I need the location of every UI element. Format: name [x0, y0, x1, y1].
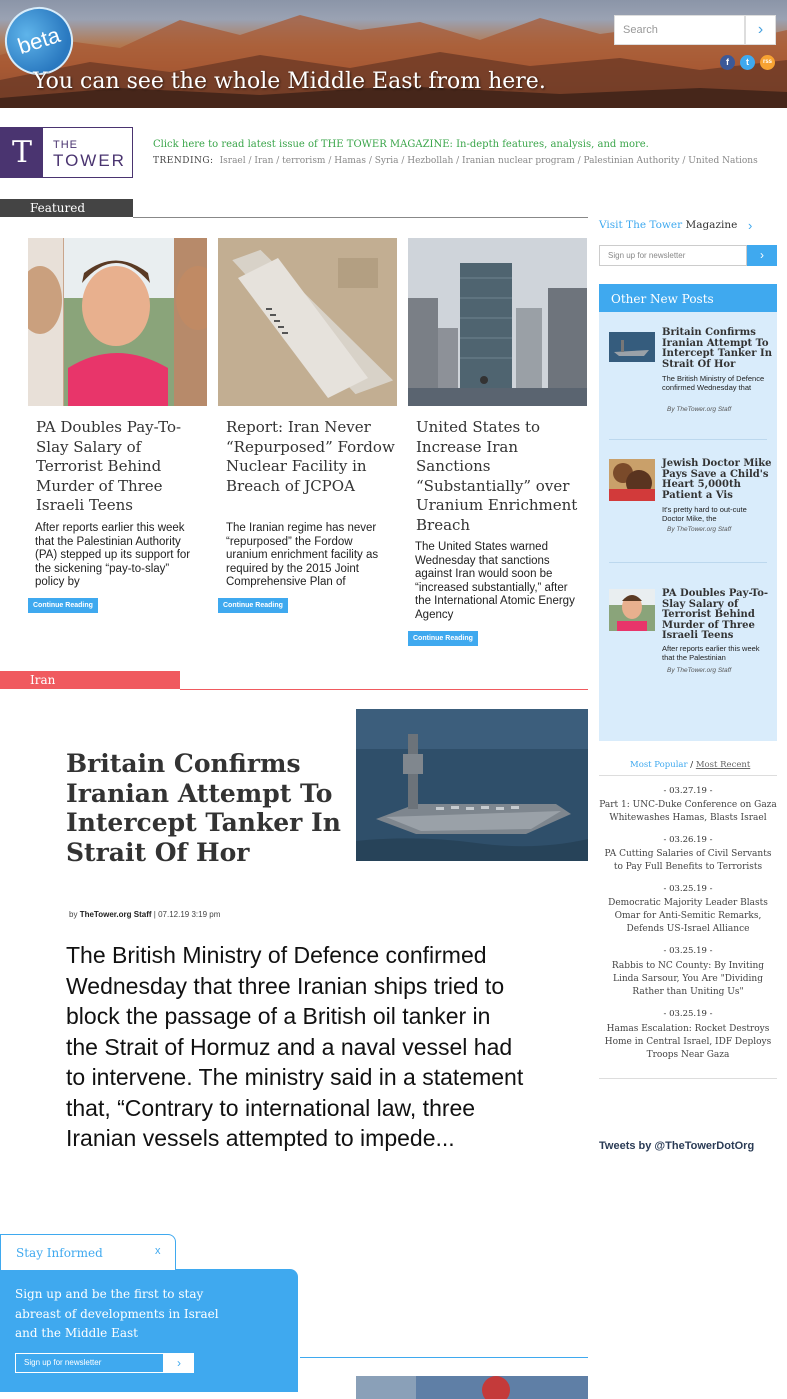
featured-excerpt-3: The United States warned Wednesday that sanctions against Iran would soon be “increased substantially,” after the International Atomic Energy Agency: [415, 541, 575, 621]
other-post-item[interactable]: [609, 458, 772, 549]
iran-divider: [180, 689, 588, 690]
byline-date: | 07.12.19 3:19 pm: [153, 910, 221, 919]
tab-most-popular[interactable]: Most Popular: [630, 760, 688, 770]
featured-divider: [133, 217, 588, 218]
other-post-excerpt: After reports earlier this week that the Palestinian: [662, 644, 760, 662]
sidebar-newsletter-input[interactable]: Sign up for newsletter: [599, 245, 747, 266]
popular-title[interactable]: PA Cutting Salaries of Civil Servants to Pay Full Benefits to Terrorists: [604, 849, 772, 872]
other-post-item[interactable]: [609, 327, 772, 418]
next-article-image[interactable]: [356, 1376, 588, 1399]
article-byline: [69, 910, 220, 919]
popular-tabs: [630, 760, 750, 770]
featured-title-1[interactable]: PA Doubles Pay-To-Slay Salary of Terrorist Behind Murder of Three Israeli Teens: [36, 418, 182, 514]
byline-author[interactable]: TheTower.org Staff: [79, 910, 152, 919]
featured-excerpt-1: After reports earlier this week that the Palestinian Authority (PA) stepped up its support for the sickening “pay-to-slay” policy by: [35, 522, 191, 588]
other-post-title[interactable]: Jewish Doctor Mike Pays Save a Child's Heart 5,000th Patient a Vis: [662, 458, 772, 501]
stay-informed-text: Sign up and be the first to stay abreast of developments in Israel and the Middle East: [15, 1287, 219, 1340]
other-post-excerpt: The British Ministry of Defence confirmed Wednesday that: [662, 374, 765, 392]
tower-logo-icon: T: [1, 127, 43, 178]
popular-top-divider: [599, 775, 777, 776]
trending-label: TRENDING:: [153, 156, 214, 166]
popular-date: - 03.25.19 -: [663, 884, 713, 894]
popular-date: - 03.26.19 -: [663, 835, 713, 845]
other-post-thumb[interactable]: [609, 589, 655, 631]
logo-the: THE: [53, 138, 78, 151]
other-post-excerpt: It's pretty hard to out-cute Doctor Mike, the: [662, 505, 747, 523]
iran-article-title[interactable]: Britain Confirms Iranian Attempt To Intercept Tanker In Strait Of Hor: [66, 749, 341, 867]
popular-date: - 03.27.19 -: [663, 786, 713, 796]
tab-separator: /: [690, 760, 694, 770]
featured-section-tab: Featured: [0, 199, 133, 217]
iran-section-tab: Iran: [0, 671, 180, 689]
popular-bottom-divider: [599, 1078, 777, 1079]
visit-magazine-link[interactable]: [599, 219, 737, 231]
search-button[interactable]: ›: [745, 15, 776, 45]
other-post-thumb[interactable]: [609, 459, 655, 501]
popup-newsletter-input[interactable]: Sign up for newsletter: [15, 1353, 164, 1373]
popular-title[interactable]: Hamas Escalation: Rocket Destroys Home in Central Israel, IDF Deploys Troops Near Gaza: [604, 1024, 772, 1060]
popular-title[interactable]: Democratic Majority Leader Blasts Omar for Anti-Semitic Remarks, Defends US-Israel Alliance: [608, 898, 768, 934]
other-new-posts-heading: Other New Posts: [599, 284, 777, 312]
popup-newsletter-button[interactable]: ›: [164, 1353, 194, 1373]
other-post-title[interactable]: Britain Confirms Iranian Attempt To Intercept Tanker In Strait Of Hor: [662, 327, 772, 370]
continue-reading-button-2[interactable]: Continue Reading: [218, 598, 288, 613]
banner-tagline: You can see the whole Middle East from here.: [33, 69, 546, 94]
other-post-divider: [609, 439, 767, 440]
other-post-divider: [609, 562, 767, 563]
other-new-posts-panel: [599, 284, 777, 741]
other-post-item[interactable]: [609, 589, 767, 679]
beta-badge: beta: [0, 0, 82, 84]
featured-image-2[interactable]: [218, 238, 397, 406]
popular-date: - 03.25.19 -: [663, 946, 713, 956]
twitter-icon[interactable]: t: [740, 55, 755, 70]
chevron-right-icon[interactable]: ›: [748, 218, 753, 233]
the-tower-logo[interactable]: [0, 127, 133, 178]
byline-prefix: by: [69, 910, 78, 919]
other-post-title[interactable]: PA Doubles Pay-To-Slay Salary of Terrorist Behind Murder of Three Israeli Teens: [662, 588, 769, 641]
featured-title-2[interactable]: Report: Iran Never “Repurposed” Fordow Nuclear Facility in Breach of JCPOA: [226, 418, 395, 495]
tab-most-recent[interactable]: Most Recent: [695, 760, 751, 770]
search-input[interactable]: Search: [614, 15, 745, 45]
close-icon[interactable]: x: [155, 1245, 161, 1257]
continue-reading-button-1[interactable]: Continue Reading: [28, 598, 98, 613]
facebook-icon[interactable]: f: [720, 55, 735, 70]
next-section-divider: [300, 1357, 588, 1358]
trending-links[interactable]: Israel / Iran / terrorism / Hamas / Syria / Hezbollah / Iranian nuclear program / Palestinian Authority / United Nations: [219, 156, 758, 166]
other-post-thumb[interactable]: [609, 332, 655, 362]
sidebar-newsletter-button[interactable]: ›: [747, 245, 777, 266]
visit-suffix: Magazine: [685, 219, 738, 231]
magazine-link[interactable]: Click here to read latest issue of THE TOWER MAGAZINE: In-depth features, analysis, and more.: [153, 139, 649, 150]
other-post-byline: By TheTower.org Staff: [667, 667, 732, 674]
logo-wordmark: [43, 137, 126, 169]
featured-excerpt-2: The Iranian regime has never “repurposed” the Fordow uranium enrichment facility as required by the 2015 Joint Comprehensive Plan of: [226, 522, 379, 588]
logo-tower: TOWER: [53, 150, 126, 170]
trending-bar: [153, 156, 758, 166]
iran-article-body: The British Ministry of Defence confirmed Wednesday that three Iranian ships tried to block the passage of a British oil tanker in the Strait of Hormuz and a naval vessel had to intervene. The ministry said in a statement that, “Contrary to international law, three Iranian vessels attempted to impede...: [66, 942, 524, 1151]
aircraft-carrier-image[interactable]: [356, 709, 588, 861]
popular-title[interactable]: Part 1: UNC-Duke Conference on Gaza Whitewashes Hamas, Blasts Israel: [599, 800, 777, 823]
popular-date: - 03.25.19 -: [663, 1009, 713, 1019]
visit-prefix: Visit The Tower: [599, 219, 683, 231]
featured-title-3[interactable]: United States to Increase Iran Sanctions “Substantially” over Uranium Enrichment Breach: [416, 418, 578, 534]
rss-icon[interactable]: rss: [760, 55, 775, 70]
featured-image-3[interactable]: [408, 238, 587, 406]
tweets-link[interactable]: Tweets by @TheTowerDotOrg: [599, 1140, 755, 1152]
continue-reading-button-3[interactable]: Continue Reading: [408, 631, 478, 646]
popular-title[interactable]: Rabbis to NC County: By Inviting Linda Sarsour, You Are "Dividing Rather than Uniting Us": [611, 961, 765, 997]
featured-image-1[interactable]: [28, 238, 207, 406]
other-post-byline: By TheTower.org Staff: [667, 406, 732, 413]
other-post-byline: By TheTower.org Staff: [667, 526, 732, 533]
stay-informed-tab[interactable]: Stay Informed: [0, 1234, 176, 1270]
hero-banner: [0, 0, 787, 108]
